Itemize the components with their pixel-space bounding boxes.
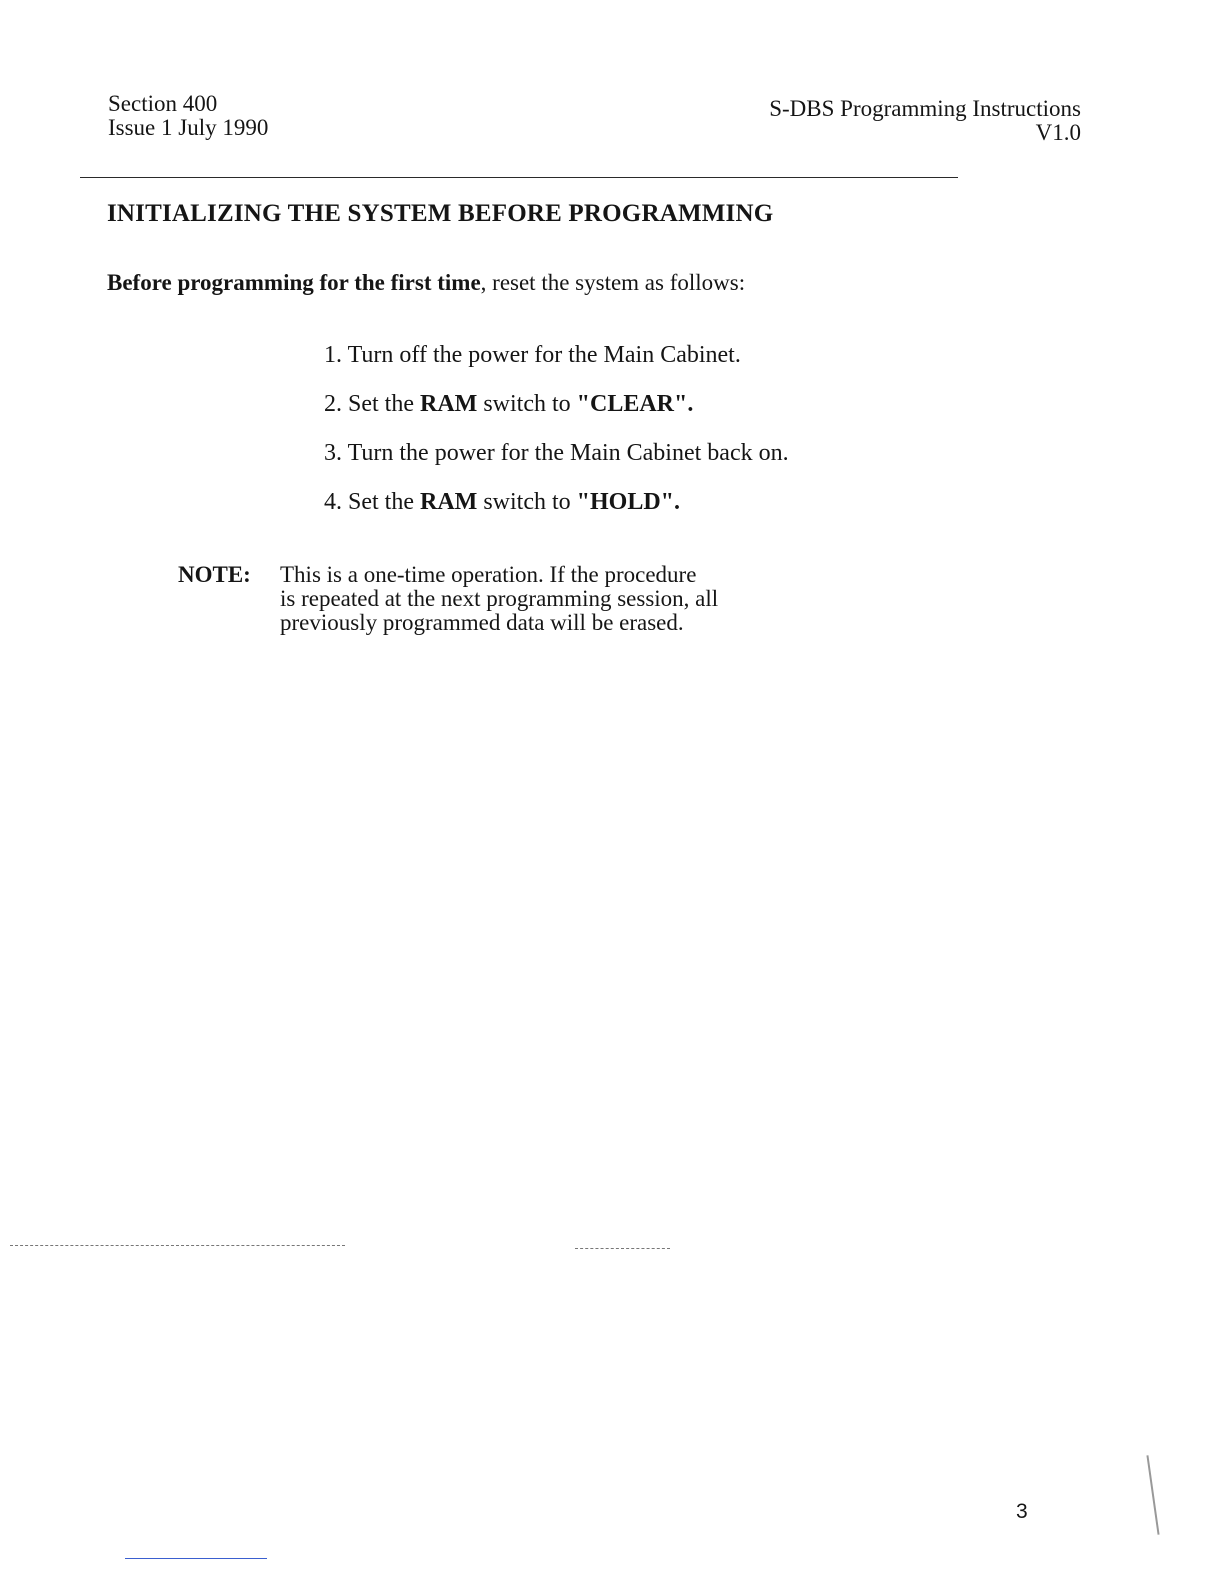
step-text: Turn off the power for the Main Cabinet. [347,342,741,368]
note-text [280,563,880,635]
page-title: INITIALIZING THE SYSTEM BEFORE PROGRAMMING [107,200,774,227]
note-line: is repeated at the next programming session, all [280,586,719,611]
step-number: 3. [324,440,342,466]
step-number: 1. [324,342,342,368]
scan-artifact-line [575,1248,670,1249]
document-version: V1.0 [1035,120,1081,145]
step-text: Turn the power for the Main Cabinet back on. [347,440,789,466]
section-label: Section 400 [108,91,218,116]
header-rule [80,177,958,178]
switch-setting: "CLEAR". [576,391,694,417]
note-label: NOTE: [178,562,251,587]
step-item [324,391,789,440]
intro-bold: Before programming for the first time [107,270,481,295]
step-item [324,342,789,391]
intro-rest: , reset the system as follows: [480,270,746,295]
switch-setting: "HOLD". [576,489,680,515]
header-left [108,92,268,140]
switch-name: RAM [420,391,478,417]
document-title: S-DBS Programming Instructions [769,96,1081,121]
step-item [324,440,789,489]
step-text: switch to [477,489,577,515]
header-right [769,97,1081,145]
step-number: 4. [324,489,342,515]
scan-artifact-line [10,1245,345,1246]
bottom-rule [125,1558,267,1559]
scan-edge-mark [1146,1455,1159,1534]
intro-paragraph [107,270,745,296]
switch-name: RAM [420,489,478,515]
issue-date: Issue 1 July 1990 [108,115,269,140]
note-line: This is a one-time operation. If the procedure [280,562,697,587]
step-number: 2. [324,391,342,417]
step-text: Set the [348,391,420,417]
page-number: 3 [1016,1500,1028,1523]
step-text: switch to [477,391,577,417]
note-line: previously programmed data will be erased. [280,610,684,635]
step-item [324,489,789,538]
step-text: Set the [348,489,420,515]
steps-list [324,342,789,538]
